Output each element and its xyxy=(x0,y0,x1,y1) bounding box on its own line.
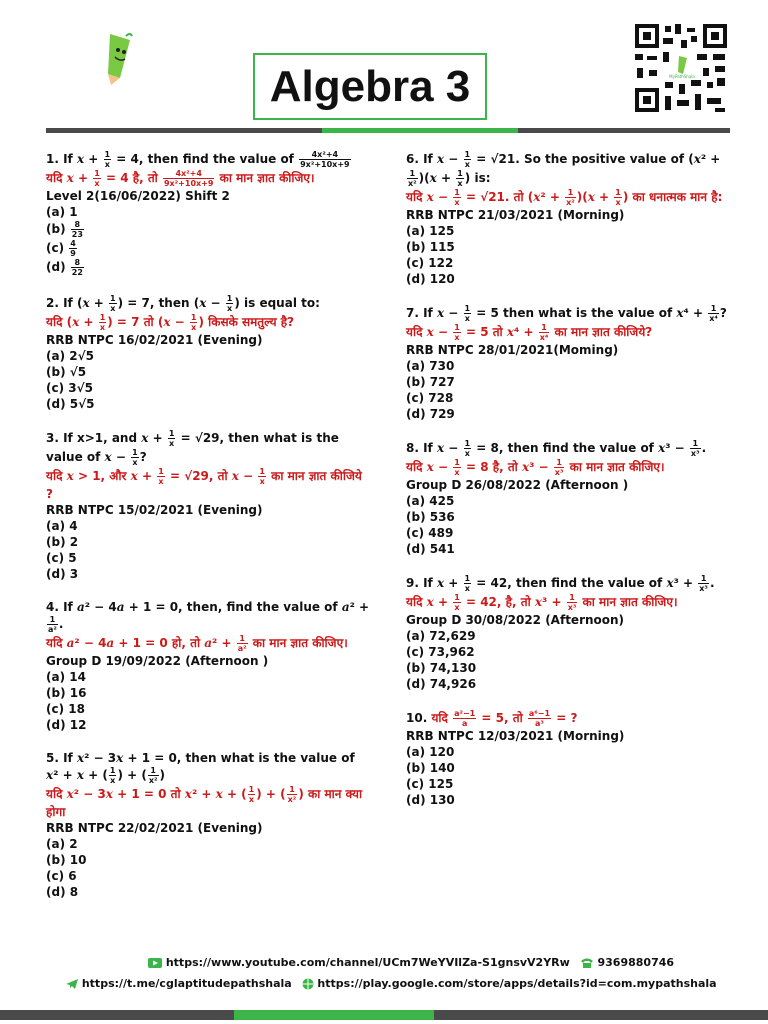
option: (d) 130 xyxy=(406,793,455,807)
question-text-hi: 10. यदि $\frac{\text{a²−1}}{a}$ = 5, तो $\frac{\text{a⁶−1}}{\text{a³}}$ = ? xyxy=(406,709,578,728)
globe-icon xyxy=(302,978,314,990)
option: (c) $\frac{4}{9}$ xyxy=(46,239,76,258)
question-text-en: 2. If (x + $\frac{1}{x}$ ) = 7, then (x − $\frac{1}{x}$ ) is equal to: xyxy=(46,294,320,313)
option: (c) 122 xyxy=(406,256,454,270)
option: (c) 125 xyxy=(406,777,454,791)
exam-source: RRB NTPC 16/02/2021 (Evening) xyxy=(46,333,263,347)
right-column xyxy=(406,150,728,825)
question-9 xyxy=(406,574,728,692)
option: (b) 2 xyxy=(46,535,79,549)
question-text-en: 5. If x² − 3x + 1 = 0, then what is the value of x² + x + ( $\frac{1}{x}$ ) + ( $\frac{1}{\text{x²}}$ ) xyxy=(46,751,355,785)
qr-code-icon xyxy=(633,22,729,114)
exam-source: Group D 26/08/2022 (Afternoon ) xyxy=(406,478,629,492)
phone-icon xyxy=(580,957,594,969)
option: (a) 2 xyxy=(46,837,78,851)
question-text-hi: यदि a² − 4a + 1 = 0 हो, तो a² + $\frac{1}{\text{a²}}$ का मान ज्ञात कीजिए। xyxy=(46,634,348,653)
question-text-hi: यदि x + $\frac{1}{x}$ = 4 है, तो $\frac{\text{4x²+4}}{\text{9x²+10x+9}}$ का मान ज्ञात कीजिए। xyxy=(46,169,315,188)
exam-source: Group D 30/08/2022 (Afternoon) xyxy=(406,613,625,627)
question-text-en: 6. If x − $\frac{1}{x}$ = √21. So the positive value of (x² + $\frac{1}{\text{x²}}$ )(x + $\frac{1}{x}$ ) is: xyxy=(406,150,721,188)
option: (d) 120 xyxy=(406,272,455,286)
exam-source: Level 2(16/06/2022) Shift 2 xyxy=(46,189,230,203)
option: (b) 536 xyxy=(406,510,455,524)
question-text-hi: यदि x − $\frac{1}{x}$ = √21. तो (x² + $\frac{1}{\text{x²}}$ )(x + $\frac{1}{x}$ ) का धनात्मक मान है: xyxy=(406,188,723,207)
exam-source: RRB NTPC 15/02/2021 (Evening) xyxy=(46,503,263,517)
youtube-icon xyxy=(148,958,162,968)
question-7 xyxy=(406,304,728,422)
option: (b) $\frac{8}{23}$ xyxy=(46,220,83,239)
qr-caption: MyPathShala xyxy=(669,74,695,79)
option: (d) $\frac{8}{22}$ xyxy=(46,258,83,277)
telegram-icon xyxy=(66,979,78,989)
option: (b) 727 xyxy=(406,375,455,389)
option: (d) 541 xyxy=(406,542,455,556)
option: (c) 73,962 xyxy=(406,645,475,659)
option: (c) 3√5 xyxy=(46,381,93,395)
question-3 xyxy=(46,429,371,582)
option: (d) 8 xyxy=(46,885,79,899)
option: (a) 730 xyxy=(406,359,455,373)
option: (c) 728 xyxy=(406,391,454,405)
header-divider xyxy=(46,128,730,133)
question-text-hi: यदि x − $\frac{1}{x}$ = 5 तो x⁴ + $\frac{1}{\text{x⁴}}$ का मान ज्ञात कीजिये? xyxy=(406,323,653,342)
question-1 xyxy=(46,150,371,277)
youtube-link[interactable]: https://www.youtube.com/channel/UCm7WeYVIlZa-S1gnsvV2YRw xyxy=(165,956,570,969)
exam-source: RRB NTPC 12/03/2021 (Morning) xyxy=(406,729,625,743)
option: (b) 115 xyxy=(406,240,455,254)
option: (a) 72,629 xyxy=(406,629,476,643)
option: (a) 1 xyxy=(46,205,78,219)
question-4 xyxy=(46,599,371,733)
option: (d) 3 xyxy=(46,567,79,581)
question-text-hi: यदि x − $\frac{1}{x}$ = 8 है, तो x³ − $\frac{1}{\text{x³}}$ का मान ज्ञात कीजिए। xyxy=(406,458,665,477)
question-text-hi: यदि x² − 3x + 1 = 0 तो x² + x + ( $\frac{1}{x}$ ) + ( $\frac{1}{\text{x²}}$ ) का मान क्या होगा xyxy=(46,785,363,819)
exam-source: RRB NTPC 21/03/2021 (Morning) xyxy=(406,208,625,222)
exam-source: Group D 19/09/2022 (Afternoon ) xyxy=(46,654,269,668)
question-text-hi: यदि x > 1, और x + $\frac{1}{x}$ = √29, तो x − $\frac{1}{x}$ का मान ज्ञात कीजिये ? xyxy=(46,467,362,501)
option: (d) 729 xyxy=(406,407,455,421)
option: (b) 74,130 xyxy=(406,661,477,675)
question-6 xyxy=(406,150,728,287)
page-title: Algebra 3 xyxy=(269,61,471,111)
option: (c) 489 xyxy=(406,526,454,540)
option: (c) 5 xyxy=(46,551,77,565)
option: (b) 10 xyxy=(46,853,87,867)
option: (b) √5 xyxy=(46,365,87,379)
question-2 xyxy=(46,294,371,412)
question-text-en: 4. If a² − 4a + 1 = 0, then, find the value of a² + $\frac{1}{\text{a²}}$ . xyxy=(46,600,370,634)
question-text-hi: यदि x + $\frac{1}{x}$ = 42, है, तो x³ + $\frac{1}{\text{x³}}$ का मान ज्ञात कीजिए। xyxy=(406,593,678,612)
option: (a) 2√5 xyxy=(46,349,94,363)
option: (d) 12 xyxy=(46,718,87,732)
option: (d) 5√5 xyxy=(46,397,95,411)
playstore-link[interactable]: https://play.google.com/store/apps/details?id=com.mypathshala xyxy=(317,977,717,990)
question-text-hi: यदि (x + $\frac{1}{x}$ ) = 7 तो (x − $\frac{1}{x}$ ) किसके समतुल्य है? xyxy=(46,313,295,332)
exam-source: RRB NTPC 22/02/2021 (Evening) xyxy=(46,821,263,835)
option: (a) 125 xyxy=(406,224,455,238)
question-text-en: 8. If x − $\frac{1}{x}$ = 8, then find the value of x³ − $\frac{1}{\text{x³}}$ . xyxy=(406,439,707,458)
footer-divider xyxy=(0,1010,768,1020)
telegram-link[interactable]: https://t.me/cglaptitudepathshala xyxy=(81,977,292,990)
question-text-en: 3. If x>1, and x + $\frac{1}{x}$ = √29, then what is the value of x − $\frac{1}{x}$ ? xyxy=(46,429,339,467)
question-5 xyxy=(46,750,371,900)
question-text-en: 9. If x + $\frac{1}{x}$ = 42, then find the value of x³ + $\frac{1}{\text{x³}}$ . xyxy=(406,574,715,593)
option: (c) 6 xyxy=(46,869,77,883)
exam-source: RRB NTPC 28/01/2021(Moming) xyxy=(406,343,619,357)
question-text-en: 7. If x − $\frac{1}{x}$ = 5 then what is the value of x⁴ + $\frac{1}{\text{x⁴}}$ ? xyxy=(406,304,727,323)
option: (b) 16 xyxy=(46,686,87,700)
title-box xyxy=(253,53,487,120)
pencil-logo-icon xyxy=(96,30,140,86)
question-text-en: 1. If x + $\frac{1}{x}$ = 4, then find the value of $\frac{\text{4x²+4}}{\text{9x²+10x+9}}$ xyxy=(46,150,350,169)
option: (a) 14 xyxy=(46,670,86,684)
option: (a) 120 xyxy=(406,745,455,759)
question-8 xyxy=(406,439,728,557)
option: (c) 18 xyxy=(46,702,85,716)
left-column xyxy=(46,150,371,917)
option: (a) 4 xyxy=(46,519,78,533)
option: (d) 74,926 xyxy=(406,677,477,691)
option: (b) 140 xyxy=(406,761,455,775)
phone-number[interactable]: 9369880746 xyxy=(597,956,675,969)
question-10 xyxy=(406,709,728,808)
option: (a) 425 xyxy=(406,494,455,508)
